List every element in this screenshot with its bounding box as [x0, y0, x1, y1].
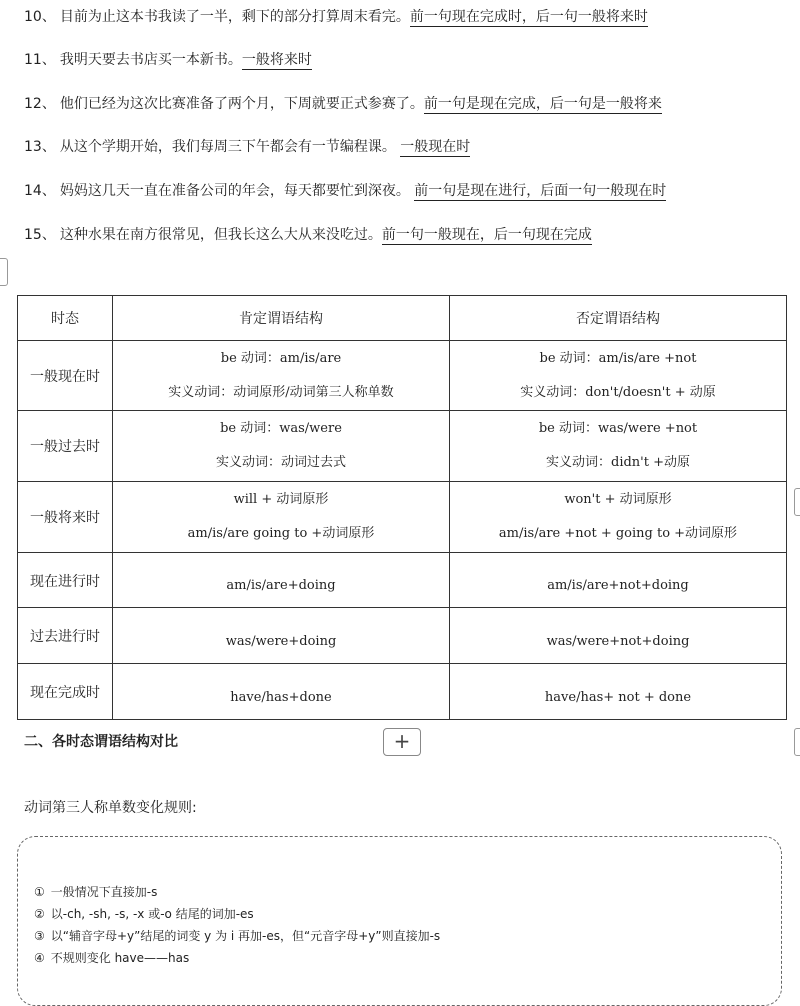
question-12 — [24, 95, 662, 113]
rule-text: 以-ch, -sh, -s, -x 或-o 结尾的词加-es — [50, 907, 254, 921]
tense-cell: 一般现在时 — [18, 341, 113, 411]
positive-line: am/is/are+doing — [226, 578, 336, 593]
question-text: 这种水果在南方很常见，但我长这么大从来没吃过。 — [59, 227, 382, 243]
add-block-button[interactable] — [383, 728, 421, 756]
negative-line: be 动词：am/is/are +not — [539, 350, 697, 366]
question-14 — [24, 182, 666, 200]
negative-line: 实义动词：didn't +动原 — [546, 455, 690, 470]
rule-marker: ② — [34, 907, 45, 921]
question-answer: 前一句一般现在，后一句现在完成 — [381, 227, 592, 243]
table-row — [18, 411, 787, 482]
tense-cell: 一般过去时 — [18, 411, 113, 482]
tense-cell: 一般将来时 — [18, 482, 113, 553]
negative-cell — [450, 553, 787, 608]
tense-structure-table — [17, 295, 787, 720]
rule-marker: ④ — [34, 951, 45, 965]
question-answer: 前一句现在完成时，后一句一般将来时 — [409, 9, 648, 25]
negative-line: won't + 动词原形 — [564, 492, 672, 507]
header-positive: 肯定谓语结构 — [113, 296, 450, 341]
rule-marker: ① — [34, 885, 45, 899]
positive-line: be 动词：was/were — [220, 421, 342, 436]
positive-line: 实义动词：动词原形/动词第三人称单数 — [168, 384, 394, 400]
positive-line: will + 动词原形 — [233, 492, 329, 507]
positive-cell — [113, 553, 450, 608]
question-number: 15、 — [24, 227, 56, 243]
positive-line: have/has+done — [230, 690, 332, 705]
question-text: 从这个学期开始，我们每周三下午都会有一节编程课。 — [59, 139, 401, 155]
negative-line: 实义动词：don't/doesn't + 动原 — [520, 384, 716, 400]
rule-text: 以“辅音字母+y”结尾的词变 y 为 i 再加-es，但“元音字母+y”则直接加-s — [50, 929, 441, 943]
table-row — [18, 482, 787, 553]
section-title: 二、各时态谓语结构对比 — [24, 734, 178, 750]
negative-line: have/has+ not + done — [544, 690, 692, 705]
question-number: 10、 — [24, 9, 56, 25]
question-text: 目前为止这本书我读了一半，剩下的部分打算周末看完。 — [59, 9, 410, 25]
block-drag-handle-right-lower[interactable] — [794, 728, 800, 756]
question-answer: 前一句是现在进行，后面一句一般现在时 — [414, 183, 667, 199]
positive-cell — [113, 341, 450, 411]
negative-line: am/is/are+not+doing — [547, 578, 689, 593]
positive-line: was/were+doing — [225, 634, 337, 649]
rule-marker: ③ — [34, 929, 45, 943]
positive-cell — [113, 608, 450, 664]
rules-title: 动词第三人称单数变化规则: — [24, 800, 197, 816]
positive-cell — [113, 411, 450, 482]
tense-cell: 现在进行时 — [18, 553, 113, 608]
question-13 — [24, 138, 470, 156]
negative-cell — [450, 411, 787, 482]
block-drag-handle-left[interactable] — [0, 258, 8, 286]
plus-icon: + — [393, 729, 411, 753]
rule-item — [34, 950, 189, 966]
positive-cell — [113, 482, 450, 553]
header-negative: 否定谓语结构 — [450, 296, 787, 341]
question-number: 14、 — [24, 183, 56, 199]
negative-cell — [450, 341, 787, 411]
table-header-row — [18, 296, 787, 341]
positive-line: am/is/are going to +动词原形 — [187, 526, 375, 541]
question-number: 12、 — [24, 96, 56, 112]
question-answer: 前一句是现在完成，后一句是一般将来 — [423, 96, 662, 112]
question-15 — [24, 226, 592, 244]
tense-cell: 现在完成时 — [18, 664, 113, 720]
tense-cell: 过去进行时 — [18, 608, 113, 664]
positive-line: 实义动词：动词过去式 — [215, 455, 346, 470]
negative-line: was/were+not+doing — [546, 634, 690, 649]
rule-text: 一般情况下直接加-s — [50, 885, 158, 899]
question-text: 我明天要去书店买一本新书。 — [59, 52, 242, 68]
positive-cell — [113, 664, 450, 720]
question-number: 13、 — [24, 139, 56, 155]
negative-line: be 动词：was/were +not — [538, 421, 698, 436]
header-tense: 时态 — [18, 296, 113, 341]
question-number: 11、 — [24, 52, 56, 68]
negative-cell — [450, 482, 787, 553]
rule-item — [34, 928, 440, 944]
question-10 — [24, 8, 648, 26]
negative-cell — [450, 608, 787, 664]
question-11 — [24, 51, 312, 69]
table-row — [18, 553, 787, 608]
rule-item — [34, 906, 254, 922]
table-row — [18, 608, 787, 664]
table-row — [18, 664, 787, 720]
question-answer: 一般将来时 — [241, 52, 312, 68]
negative-line: am/is/are +not + going to +动词原形 — [498, 526, 738, 541]
table-row — [18, 341, 787, 411]
block-drag-handle-right[interactable] — [794, 488, 800, 516]
negative-cell — [450, 664, 787, 720]
question-text: 他们已经为这次比赛准备了两个月，下周就要正式参赛了。 — [59, 96, 424, 112]
rule-item — [34, 884, 157, 900]
positive-line: be 动词：am/is/are — [220, 350, 342, 366]
question-answer: 一般现在时 — [400, 139, 471, 155]
rule-text: 不规则变化 have——has — [50, 951, 190, 965]
question-text: 妈妈这几天一直在准备公司的年会，每天都要忙到深夜。 — [59, 183, 415, 199]
